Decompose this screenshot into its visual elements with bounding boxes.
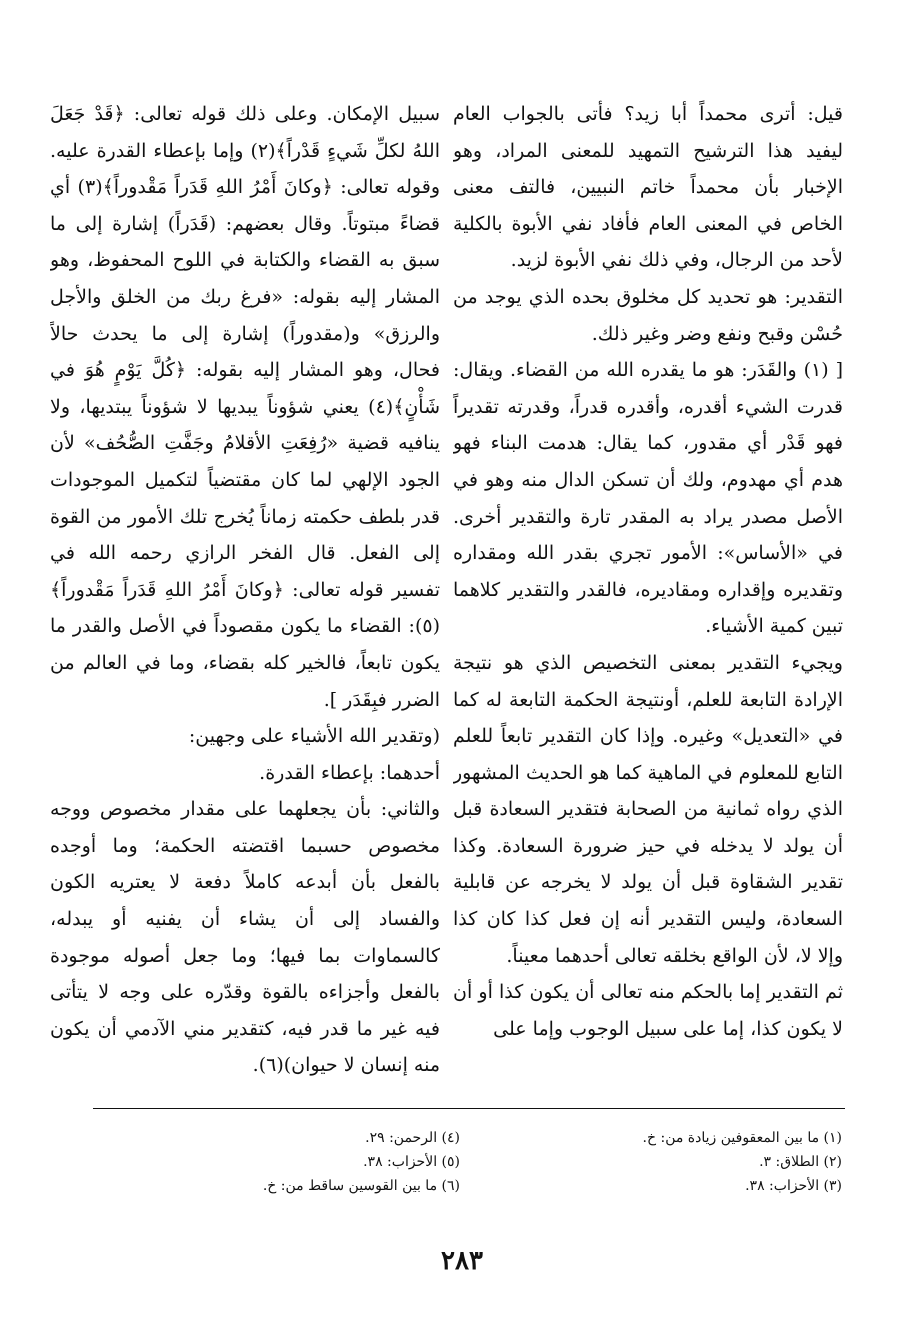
paragraph-imkan: سبيل الإمكان. وعلى ذلك قوله تعالى: ﴿قَدْ جَعَلَ اللهُ لكلِّ شَيءٍ قَدْراً﴾(٢) وإما بإعطاء القدرة عليه. وقوله تعالى: ﴿وكانَ أَمْرُ اللهِ قَدَراً مَقْدوراً﴾(٣) أي قضاءً مبتوتاً. وقال بعضهم: (قَدَراً) إشارة إلى ما سبق به القضاء والكتابة في اللوح المحفوظ، وهو المشار إليه بقوله: «فرغ ربك من الخلق والأجل والرزق» و(مقدوراً) إشارة إلى ما يحدث حالاً فحال، وهو المشار إليه بقوله: ﴿كُلَّ يَوْمٍ هُوَ في شَأْنٍ﴾(٤) يعني شؤوناً يبديها لا شؤوناً يبتديها، ولا ينافيه قضية «رُفِعَتِ الأقلامُ وجَفَّتِ الصُّحُف» لأن الجود الإلهي لما كان مقتضياً لتكميل الموجودات قدر بلطف حكمته زماناً يُخرج تلك الأمور من القوة إلى الفعل. قال الفخر الرازي رحمه الله في تفسير قوله تعالى: ﴿وكانَ أَمْرُ اللهِ قَدَراً مَقْدوراً﴾(٥): القضاء ما يكون مقصوداً في الأصل والقدر ما يكون تابعاً، فالخير كله بقضاء، وما في العالم من الضرر فبِقَدَر ].: [50, 103, 440, 711]
paragraph-qadar: [ (١) والقَدَر: هو ما يقدره الله من القضاء. ويقال: قدرت الشيء أقدره، وأقدره قدراً، وقدرته تقديراً فهو قَدْر أي مقدور، كما يقال: هدمت البناء فهو هدم أي مهدوم، ولك أن تسكن الدال منه وهو في الأصل مصدر يراد به المقدر تارة والتقدير أخرى. في «الأساس»: الأمور تجري بقدر الله ومقداره وتقديره وإقداره ومقاديره، فالقدر والتقدير كلاهما تبين كمية الأشياء.: [453, 359, 843, 638]
footnote-4: (٤) الرحمن: ٢٩.: [365, 1130, 460, 1146]
footnote-2: (٢) الطلاق: ٣.: [759, 1154, 842, 1170]
footnotes-left: [100, 1126, 460, 1198]
footnote-separator: [93, 1108, 845, 1109]
paragraph-taqdir-definition: التقدير: هو تحديد كل مخلوق بحده الذي يوجد من حُسْن وقبح ونفع وضر وغير ذلك.: [453, 285, 843, 345]
paragraph-hukm: ثم التقدير إما بالحكم منه تعالى أن يكون كذا أو أن لا يكون كذا، إما على سبيل الوجوب وإما على: [453, 981, 843, 1040]
footnote-1: (١) ما بين المعقوفين زيادة من: خ.: [642, 1130, 842, 1146]
paragraph-takhsis: ويجيء التقدير بمعنى التخصيص الذي هو نتيجة الإرادة التابعة للعلم، أونتيجة الحكمة التابعة له كما في «التعديل» وغيره. وإذا كان التقدير تابعاً للعلم التابع للمعلوم في الماهية كما هو الحديث المشهور الذي رواه ثمانية من الصحابة فتقدير السعادة قبل أن يولد لا يدخله في حيز ضرورة السعادة. وكذا تقدير الشقاوة قبل أن يولد لا يخرجه عن قابلية السعادة، وليس التقدير أنه إن فعل كذا كان كذا وإلا لا، لأن الواقع بخلقه تعالى أحدهما معيناً.: [453, 651, 843, 967]
paragraph-second-way: والثاني: بأن يجعلهما على مقدار مخصوص ووجه مخصوص حسبما اقتضته الحكمة؛ وما أوجده بالفعل بأن أبدعه كاملاً دفعة لا يعتريه الكون والفساد إلى أن يشاء أن يفنيه أو يبدله، كالسماوات بما فيها؛ وما جعل أصوله موجودة بالفعل وأجزاءه بالقوة وقدّره على وجه لا يتأتى فيه غير ما قدر فيه، كتقدير مني الآدمي أن يكون منه إنسان لا حيوان)(٦).: [50, 798, 440, 1077]
footnote-6: (٦) ما بين القوسين ساقط من: خ.: [262, 1178, 460, 1194]
footnotes-right: [482, 1126, 842, 1198]
paragraph-two-ways: (وتقدير الله الأشياء على وجهين:: [188, 725, 440, 748]
paragraph-first-way: أحدهما: بإعطاء القدرة.: [259, 761, 440, 784]
right-text-column: [453, 96, 843, 1096]
left-text-column: [50, 96, 440, 1096]
footnote-5: (٥) الأحزاب: ٣٨.: [363, 1154, 460, 1170]
page-number: ٢٨٣: [441, 1246, 483, 1276]
paragraph-zayd: قيل: أترى محمداً أبا زيد؟ فأتى بالجواب العام ليفيد هذا الترشيح التمهيد للمعنى المراد، وهو الإخبار بأن محمداً خاتم النبيين، فالتف معنى الخاص في المعنى العام فأفاد نفي الأبوة بالكلية لأحد من الرجال، وفي ذلك نفي الأبوة لزيد.: [453, 103, 843, 272]
footnote-3: (٣) الأحزاب: ٣٨.: [745, 1178, 842, 1194]
